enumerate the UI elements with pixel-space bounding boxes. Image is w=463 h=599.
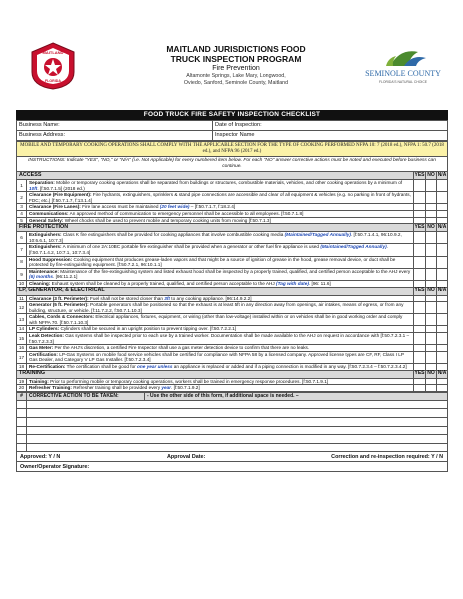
correction-required-field[interactable]: Correction and re-inspection required: Y / N [331,454,443,461]
item-description [27,232,414,244]
answer-na-box[interactable] [437,180,448,192]
item-label: Communications: [29,210,69,216]
item-number: 12 [17,302,27,314]
county-tagline: FLORIDA'S NATURAL CHOICE [378,80,428,84]
compliance-notice: MOBILE AND TEMPORARY COOKING OPERATIONS SHALL COMPLY WITH THE APPLICABLE SECTION FOR THE TYPE OF COOKING PERFORMED NFPA 10: 7 (2018 ed.), NFPA 1: 50.7 (2018 ed.), and NFPA 96 (2017 ed.) [16,141,448,157]
item-reference: an appliance is replaced or added and if a piping connection is modified in any way. [f:50.7.2.3.4 – f:50.7.2.3.4.2] [172,364,407,370]
item-description [27,351,414,363]
item-number: 1 [17,180,27,192]
item-label: Clearance (3 ft. Perimeter): [29,295,89,301]
item-description [27,204,414,211]
item-number: 16 [17,345,27,352]
seal-top-text: MAITLAND [42,50,64,55]
item-reference: [f:50.7.1.8] [281,210,304,216]
checklist-item-row [17,204,448,211]
item-label: Leak Detection: [29,333,64,339]
answer-yes-box[interactable] [414,333,426,345]
checklist-item-row [17,302,448,314]
inspector-name-field[interactable]: Inspector Name [213,131,448,141]
item-label: Extinguishers: [29,244,62,250]
answer-yes-box[interactable] [414,302,426,314]
item-reference: [f:50.7.1.7, f:13.1.4] [51,197,93,203]
item-description [27,345,414,352]
business-info-table [16,120,448,141]
checklist-item-row [17,326,448,333]
answer-no-box[interactable] [426,232,437,244]
answer-yes-box[interactable] [414,192,426,204]
item-description [27,210,414,217]
approved-field[interactable]: Approved: Y / N [20,454,61,461]
answer-na-box[interactable] [437,302,448,314]
item-reference: [f:50.7.2.3.1 – f:50.7.2.3.3] [29,333,410,344]
section-title: FIRE PROTECTION [17,224,414,232]
col-header-na: N/A [437,370,447,377]
checklist-item-row [17,364,448,371]
item-label: LP Cylinders: [29,326,60,332]
section-title: ACCESS [17,172,414,180]
item-label: Extinguishers: [29,232,62,238]
col-header-no: NO [427,171,435,178]
checklist-table [16,171,448,392]
item-number: 18 [17,364,27,371]
answer-yes-box[interactable] [414,314,426,326]
item-number: 6 [17,232,27,244]
program-name: TRUCK INSPECTION PROGRAM [170,54,302,64]
answer-no-box[interactable] [426,345,437,352]
instructions: INSTRUCTIONS: Indicate "YES", "NO," or "N/A" (i.e. Not Applicable) for every numbered item below. For each "NO" answer corrective actions must be noted and executed before business can continue. [16,157,448,171]
item-description [27,256,414,268]
corrective-action-table [16,392,448,453]
answer-yes-box[interactable] [414,256,426,268]
answer-yes-box[interactable] [414,351,426,363]
answer-na-box[interactable] [437,244,448,256]
item-reference: [f:50.7.1.3] [248,217,271,223]
answer-no-box[interactable] [426,256,437,268]
seal-bottom-text: FLORIDA [45,79,61,83]
item-reference: . [f:50.7.1.4.2, 10:7.1, 10:7.3.4] [29,244,388,255]
item-emphasis: 3ft [164,295,170,301]
item-text: Prior to performing mobile or temporary cooking operations, workers shall be trained in emergency response procedures. [48,378,303,384]
item-text: A minimum of one 2A:10BC portable fire extinguisher shall be provided when a generator or other fuel fire appliance is used [61,244,321,250]
item-label: Maintenance: [29,268,59,274]
item-number: 11 [17,295,27,302]
item-label: Generator (5 ft. Perimeter): [29,302,89,308]
county-name: SEMINOLE COUNTY [365,69,441,78]
corrective-row-entry[interactable] [27,435,448,444]
answer-no-box[interactable] [426,192,437,204]
item-label: Re-Certification: [29,364,66,370]
col-header-no: NO [427,287,435,294]
checklist-item-row [17,314,448,326]
answer-no-box[interactable] [426,180,437,192]
header-title-block [86,44,386,86]
answer-na-box[interactable] [437,351,448,363]
answer-yes-box[interactable] [414,217,426,224]
corrective-row-num [17,426,27,435]
item-reference: to any cooking appliance. [96:14.9.2.2] [169,295,252,301]
corrective-row-num [17,443,27,452]
answer-yes-box[interactable] [414,345,426,352]
answer-na-box[interactable] [437,217,448,224]
item-emphasis: 10ft [29,185,38,191]
checklist-item-row [17,232,448,244]
section-title: LP, GENERATOR, & ELECTRICAL [17,287,414,295]
answer-yes-box[interactable] [414,268,426,280]
item-label: Certification: [29,351,58,357]
item-label: General Safety: [29,217,64,223]
answer-no-box[interactable] [426,333,437,345]
item-text: Refresher training shall be provided every [71,385,162,391]
answer-na-box[interactable] [437,232,448,244]
item-text: Mobile or temporary cooking operations shall be separated from buildings or structures, combustible materials, vehicles, and other cooking operations by a minimum of [54,180,403,185]
corrective-num-header: # [17,392,27,400]
section-header-row [17,287,448,295]
answer-na-box[interactable] [437,256,448,268]
item-text: Gas systems shall be inspected prior to each use by a trained worker. Documentation shall be made available to the AHJ on request in accordance with [63,333,381,339]
item-reference: [f:50.7.2.3.4] [124,357,151,363]
answer-yes-box[interactable] [414,280,426,287]
item-description [27,378,414,385]
item-description [27,385,414,392]
answer-no-box[interactable] [426,378,437,385]
answer-yes-box[interactable] [414,232,426,244]
answer-no-box[interactable] [426,326,437,333]
corrective-row-entry[interactable] [27,443,448,452]
col-header-yes: YES [414,287,425,294]
item-reference: . [f:50.7.1.9.2] [171,385,200,391]
item-number: 2 [17,192,27,204]
answer-na-box[interactable] [437,192,448,204]
answer-yes-box[interactable] [414,378,426,385]
item-description [27,180,414,192]
item-text: Per the AHJ's discretion, a certified Fire Inspector shall use a gas meter detection device to confirm that there are no leaks. [53,345,310,351]
item-label: Hood Suppression: [29,256,73,262]
answer-no-box[interactable] [426,244,437,256]
col-header-yes: YES [414,171,425,178]
item-description [27,217,414,224]
item-reference: [f:50.7.2.2.1] [210,326,237,332]
item-reference: . [96: 11.6] [308,280,331,286]
corrective-row-num [17,409,27,418]
item-number: 10 [17,280,27,287]
item-number: 14 [17,326,27,333]
item-number: 19 [17,378,27,385]
answer-yes-box[interactable] [414,295,426,302]
checklist-item-row [17,385,448,392]
corrective-action-note: - Use the other side of this form, if additional space is needed. – [145,392,448,400]
col-header-na: N/A [437,287,447,294]
item-text: Cylinders shall be secured in an upright position to prevent tipping over. [59,326,211,332]
col-header-yes: YES [414,370,425,377]
item-text: Fire hydrants, extinguishers, sprinklers & stand pipe connections are accessible and clear of all equipment & vehicles (e.g. no parking in front of hydrants, FDC; etc.) [29,192,411,203]
item-emphasis: (6) months [29,274,53,280]
checklist-item-row [17,192,448,204]
item-emphasis: year [161,385,172,391]
item-label: Training: [29,378,49,384]
item-description [27,192,414,204]
section-header-row [17,224,448,232]
program-subtitle: Fire Prevention [212,65,260,72]
item-reference: . [f:50.7.1.4.1, 96:10.9.2, 10:6.6.1, 10:7.3] [29,232,402,243]
item-description [27,244,414,256]
item-description [27,280,414,287]
item-number: 13 [17,314,27,326]
answer-na-box[interactable] [437,314,448,326]
item-number: 7 [17,244,27,256]
checklist-title: FOOD TRUCK FIRE SAFETY INSPECTION CHECKLIST [16,110,448,120]
item-emphasis: one year unless [137,364,173,370]
answer-no-box[interactable] [426,351,437,363]
section-header-row [17,370,448,378]
form-header [16,40,448,110]
item-reference: [f:11.7.2.2, f:50.7.1.10.3] [91,307,142,313]
maitland-fire-seal [30,42,76,90]
answer-na-box[interactable] [437,364,448,371]
corrective-row-entry[interactable] [27,418,448,427]
item-number: 5 [17,217,27,224]
answer-no-box[interactable] [426,280,437,287]
col-header-na: N/A [437,223,447,230]
item-text: Electrical appliances, fixtures, equipment, or wiring (other than low-voltage) installed within or on vehicles shall be in good working order and comply with NFPA 70. [29,314,403,325]
answer-na-box[interactable] [437,333,448,345]
inspection-form [16,40,448,472]
item-number: 20 [17,385,27,392]
date-of-inspection-field[interactable]: Date of Inspection: [213,121,448,131]
item-text: An approved method of communication to emergency personnel shall be accessible to all employees. [68,210,282,216]
item-label: Separation: [29,180,55,185]
item-description [27,326,414,333]
answer-na-box[interactable] [437,326,448,333]
item-reference: [f:50.7.1.9.1] [302,378,329,384]
answer-no-box[interactable] [426,314,437,326]
item-text: Fuel shall not be stored closer than [88,295,165,301]
item-text: Cooking equipment that produces grease-laden vapors and that might be a source of ignition of grease in the hood, grease removal device, or duct shall be protected by fire-extinguishing equipment. [29,256,396,268]
section-title: TRAINING [17,370,414,378]
answer-na-box[interactable] [437,295,448,302]
item-label: Cleaning: [29,280,51,286]
signature-row [16,462,448,472]
approval-date-field[interactable]: Approval Date: [167,454,206,461]
answer-yes-box[interactable] [414,244,426,256]
col-header-na: N/A [437,171,447,178]
answer-na-box[interactable] [437,204,448,211]
corrective-action-title: CORRECTIVE ACTION TO BE TAKEN: [27,392,145,400]
corrective-row-num [17,400,27,409]
answer-no-box[interactable] [426,364,437,371]
corrective-row-num [17,418,27,427]
checklist-item-row [17,210,448,217]
answer-no-box[interactable] [426,268,437,280]
business-address-field[interactable]: Business Address: [17,131,213,141]
answer-na-box[interactable] [437,378,448,385]
answer-na-box[interactable] [437,210,448,217]
checklist-item-row [17,244,448,256]
cities-line-1: Altamonte Springs, Lake Mary, Longwood, [186,73,286,79]
answer-na-box[interactable] [437,280,448,287]
item-text: Exhaust system shall be cleaned by a properly trained, qualified, and certified person acceptable to the AHJ [50,280,277,286]
answer-no-box[interactable] [426,210,437,217]
item-number: 17 [17,351,27,363]
item-text: Maintenance of the fire-extinguishing system and listed exhaust hood shall be inspected by a properly trained, qualified, and certified person acceptable to the AHJ every [58,268,411,274]
cities-line-2: Oviedo, Sanford, Seminole County, Maitland [183,79,289,86]
answer-yes-box[interactable] [414,326,426,333]
item-text: Portable generators shall be positioned so that the exhaust is at least 5ft in any direction away from openings, air intakes, means of egress, or from any building, structure, or vehicle. [29,302,404,313]
checklist-item-row [17,333,448,345]
item-reference: . [f:50.7.1.5] (2018 ed.) [37,185,85,191]
item-number: 3 [17,204,27,211]
checklist-item-row [17,345,448,352]
checklist-item-row [17,256,448,268]
answer-no-box[interactable] [426,204,437,211]
item-emphasis: (Maintained/Tagged Annually) [284,232,351,238]
item-reference: – [f:50.7.1.7, f:18.2.4] [189,204,236,210]
answer-yes-box[interactable] [414,385,426,392]
item-emphasis: (Maintained/Tagged Annually) [320,244,387,250]
answer-no-box[interactable] [426,217,437,224]
answer-yes-box[interactable] [414,210,426,217]
item-text: LP-Gas Systems on mobile food service vehicles shall be certified for compliance with NFPA 58 by a licensed company. Approved license types are CF, RF, Class I LP Gas Dealer, and Category V LP Gas Installer. [29,351,404,363]
item-reference: [f:50.7.2.1, 96:10.1.1] [117,262,162,268]
checklist-item-row [17,280,448,287]
item-reference: [f:50.7.1.10.3] [59,319,89,325]
corrective-row-entry[interactable] [27,409,448,418]
item-description [27,295,414,302]
checklist-item-row [17,378,448,385]
answer-yes-box[interactable] [414,180,426,192]
answer-yes-box[interactable] [414,204,426,211]
item-text: Wheel chocks shall be used to prevent mobile and temporary cooking units from moving [63,217,249,223]
checklist-item-row [17,351,448,363]
answer-no-box[interactable] [426,295,437,302]
item-number: 15 [17,333,27,345]
corrective-row-entry[interactable] [27,400,448,409]
item-label: Clearance (Fire Lanes): [29,204,81,210]
checklist-item-row [17,295,448,302]
org-name: MAITLAND JURISDICTIONS FOOD [166,44,306,54]
corrective-row-num [17,435,27,444]
item-label: Refresher Training: [29,385,72,391]
answer-na-box[interactable] [437,345,448,352]
business-name-field[interactable]: Business Name: [17,121,213,131]
answer-no-box[interactable] [426,385,437,392]
item-label: Clearance (Fire Equipment): [29,192,92,198]
item-description [27,302,414,314]
col-header-no: NO [427,370,435,377]
answer-yes-box[interactable] [414,364,426,371]
item-reference: . [96:11.2.1] [52,274,78,280]
item-number: 4 [17,210,27,217]
item-label: Gas Meter: [29,345,54,351]
answer-na-box[interactable] [437,268,448,280]
col-header-no: NO [427,223,435,230]
item-number: 9 [17,268,27,280]
answer-no-box[interactable] [426,302,437,314]
section-header-row [17,172,448,180]
item-emphasis: (20 feet wide) [159,204,190,210]
item-text: The certification shall be good for [65,364,138,370]
item-description [27,268,414,280]
owner-signature-field[interactable]: Owner/Operator Signature: [20,464,90,471]
seminole-county-logo [360,44,446,88]
col-header-yes: YES [414,223,425,230]
item-text: Fire lane access must be maintained [80,204,160,210]
item-description [27,364,414,371]
checklist-item-row [17,180,448,192]
item-number: 8 [17,256,27,268]
item-label: Cables, Cords & Connectors: [29,314,95,320]
answer-na-box[interactable] [437,385,448,392]
approval-row [16,452,448,462]
checklist-item-row [17,217,448,224]
item-description [27,314,414,326]
checklist-item-row [17,268,448,280]
item-text: Class K fire extinguishers shall be provided for cooking appliances that involve combustible cooking media [61,232,285,238]
item-emphasis: (Tag with date) [276,280,309,286]
item-description [27,333,414,345]
corrective-row-entry[interactable] [27,426,448,435]
